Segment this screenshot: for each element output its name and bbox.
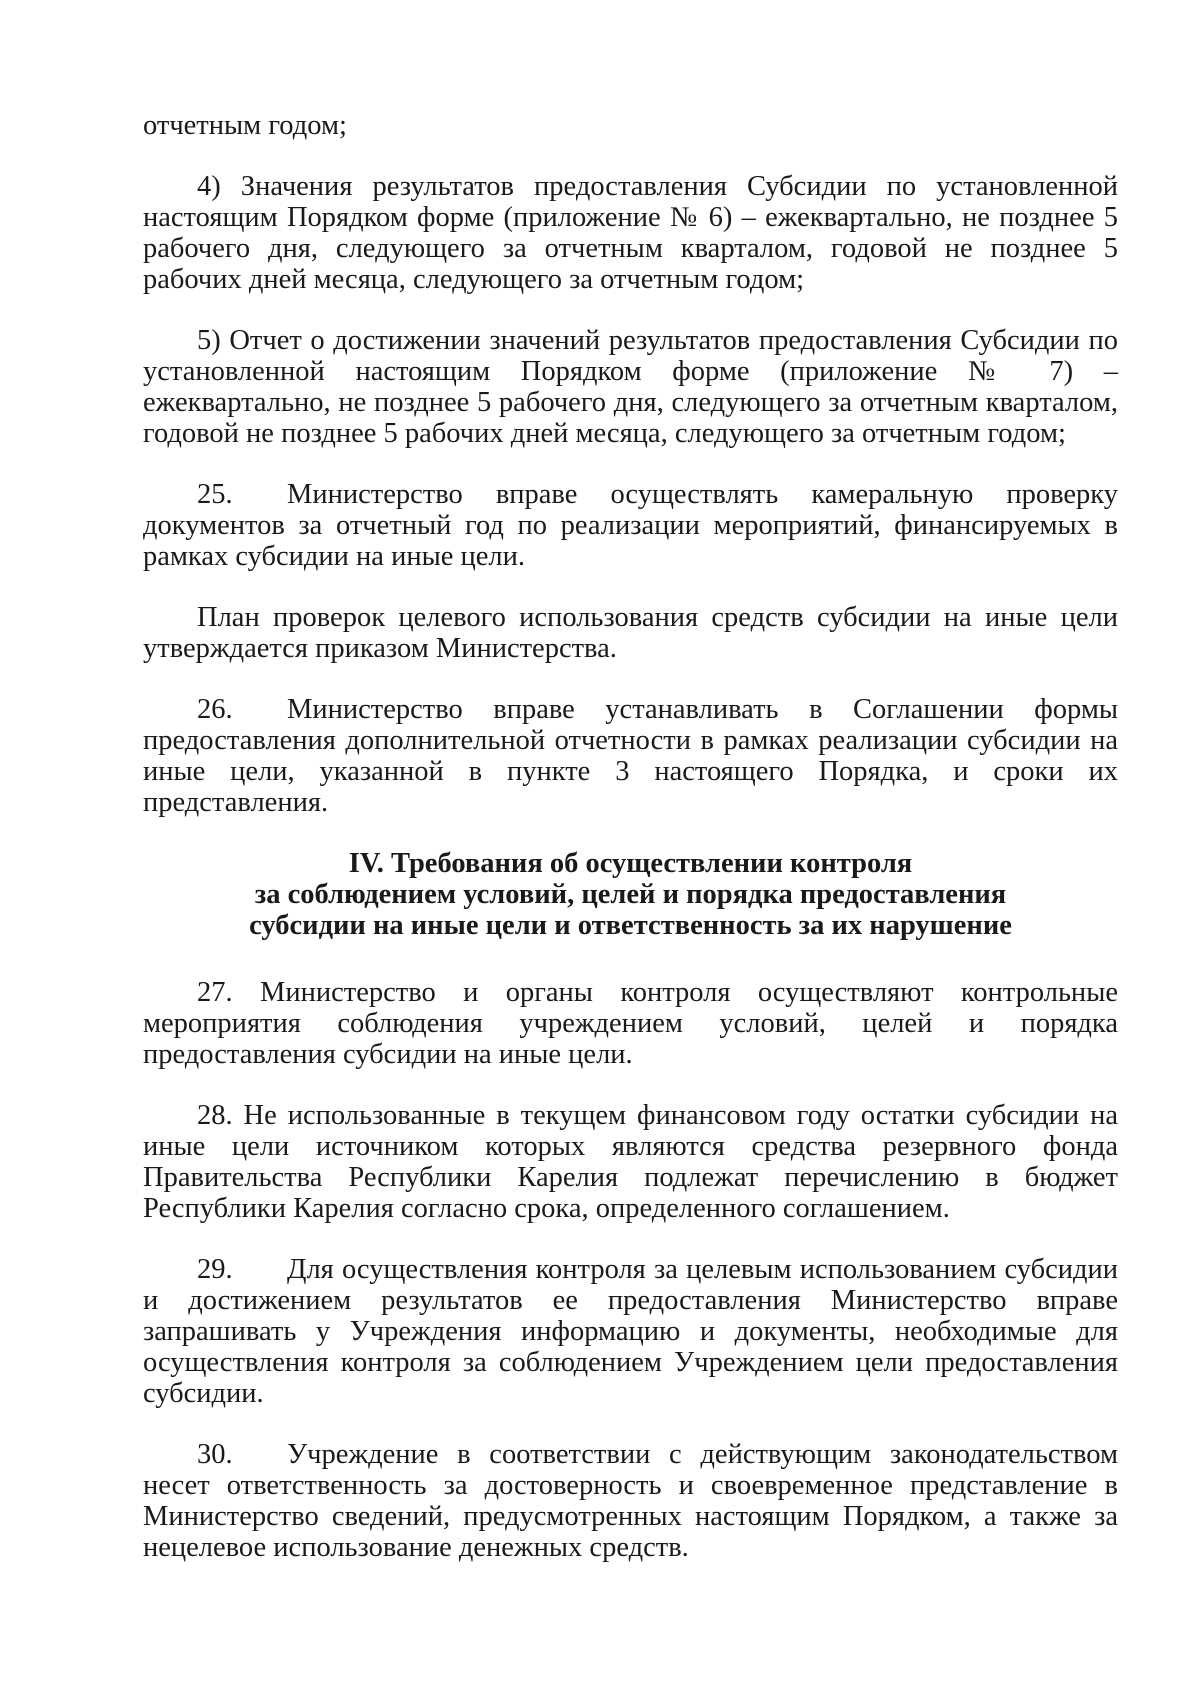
paragraph-item-4: 4) Значения результатов предоставления Субсидии по установленной настоящим Порядком форме (приложение № 6) – ежеквартально, не позднее 5 рабочего дня, следующего за отчетным кварталом, годовой не позднее 5 рабочих дней месяца, следующего за отчетным годом; bbox=[143, 171, 1118, 295]
paragraph-continuation: отчетным годом; bbox=[143, 110, 347, 141]
paragraph-number: 25. bbox=[197, 479, 233, 510]
paragraph-25 bbox=[143, 479, 1118, 572]
document-page bbox=[143, 110, 1118, 1593]
section-heading bbox=[143, 848, 1118, 941]
paragraph-number: 26. bbox=[197, 694, 233, 725]
heading-line: субсидии на иные цели и ответственность за их нарушение bbox=[249, 910, 1012, 941]
heading-line: IV. Требования об осуществлении контроля bbox=[348, 848, 913, 879]
paragraph-text: Учреждение в соответствии с действующим законодательством несет ответственность за достоверность и своевременное представление в Министерство сведений, предусмотренных настоящим Порядком, а также за нецелевое использование денежных средств. bbox=[143, 1439, 1118, 1563]
paragraph-number: 30. bbox=[197, 1439, 233, 1470]
paragraph-29 bbox=[143, 1254, 1118, 1409]
paragraph-text: Министерство вправе осуществлять камеральную проверку документов за отчетный год по реализации мероприятий, финансируемых в рамках субсидии на иные цели. bbox=[143, 479, 1118, 572]
paragraph-item-5: 5) Отчет о достижении значений результатов предоставления Субсидии по установленной настоящим Порядком форме (приложение № 7) – ежеквартально, не позднее 5 рабочего дня, следующего за отчетным кварталом, годовой не позднее 5 рабочих дней месяца, следующего за отчетным годом; bbox=[143, 325, 1118, 449]
heading-line: за соблюдением условий, целей и порядка предоставления bbox=[254, 879, 1007, 910]
paragraph-30 bbox=[143, 1439, 1118, 1563]
paragraph-inspection-plan: План проверок целевого использования средств субсидии на иные цели утверждается приказом Министерства. bbox=[143, 602, 1118, 664]
paragraph-26 bbox=[143, 694, 1118, 818]
paragraph-number: 29. bbox=[197, 1254, 233, 1285]
paragraph-28: 28. Не использованные в текущем финансовом году остатки субсидии на иные цели источником которых являются средства резервного фонда Правительства Республики Карелия подлежат перечислению в бюджет Республики Карелия согласно срока, определенного соглашением. bbox=[143, 1100, 1118, 1224]
paragraph-text: Министерство вправе устанавливать в Соглашении формы предоставления дополнительной отчетности в рамках реализации субсидии на иные цели, указанной в пункте 3 настоящего Порядка, и сроки их представления. bbox=[143, 694, 1118, 818]
paragraph-27: 27. Министерство и органы контроля осуществляют контрольные мероприятия соблюдения учреждением условий, целей и порядка предоставления субсидии на иные цели. bbox=[143, 977, 1118, 1070]
paragraph-text: Для осуществления контроля за целевым использованием субсидии и достижением результатов ее предоставления Министерство вправе запрашивать у Учреждения информацию и документы, необходимые для осуществления контроля за соблюдением Учреждением цели предоставления субсидии. bbox=[143, 1254, 1118, 1409]
